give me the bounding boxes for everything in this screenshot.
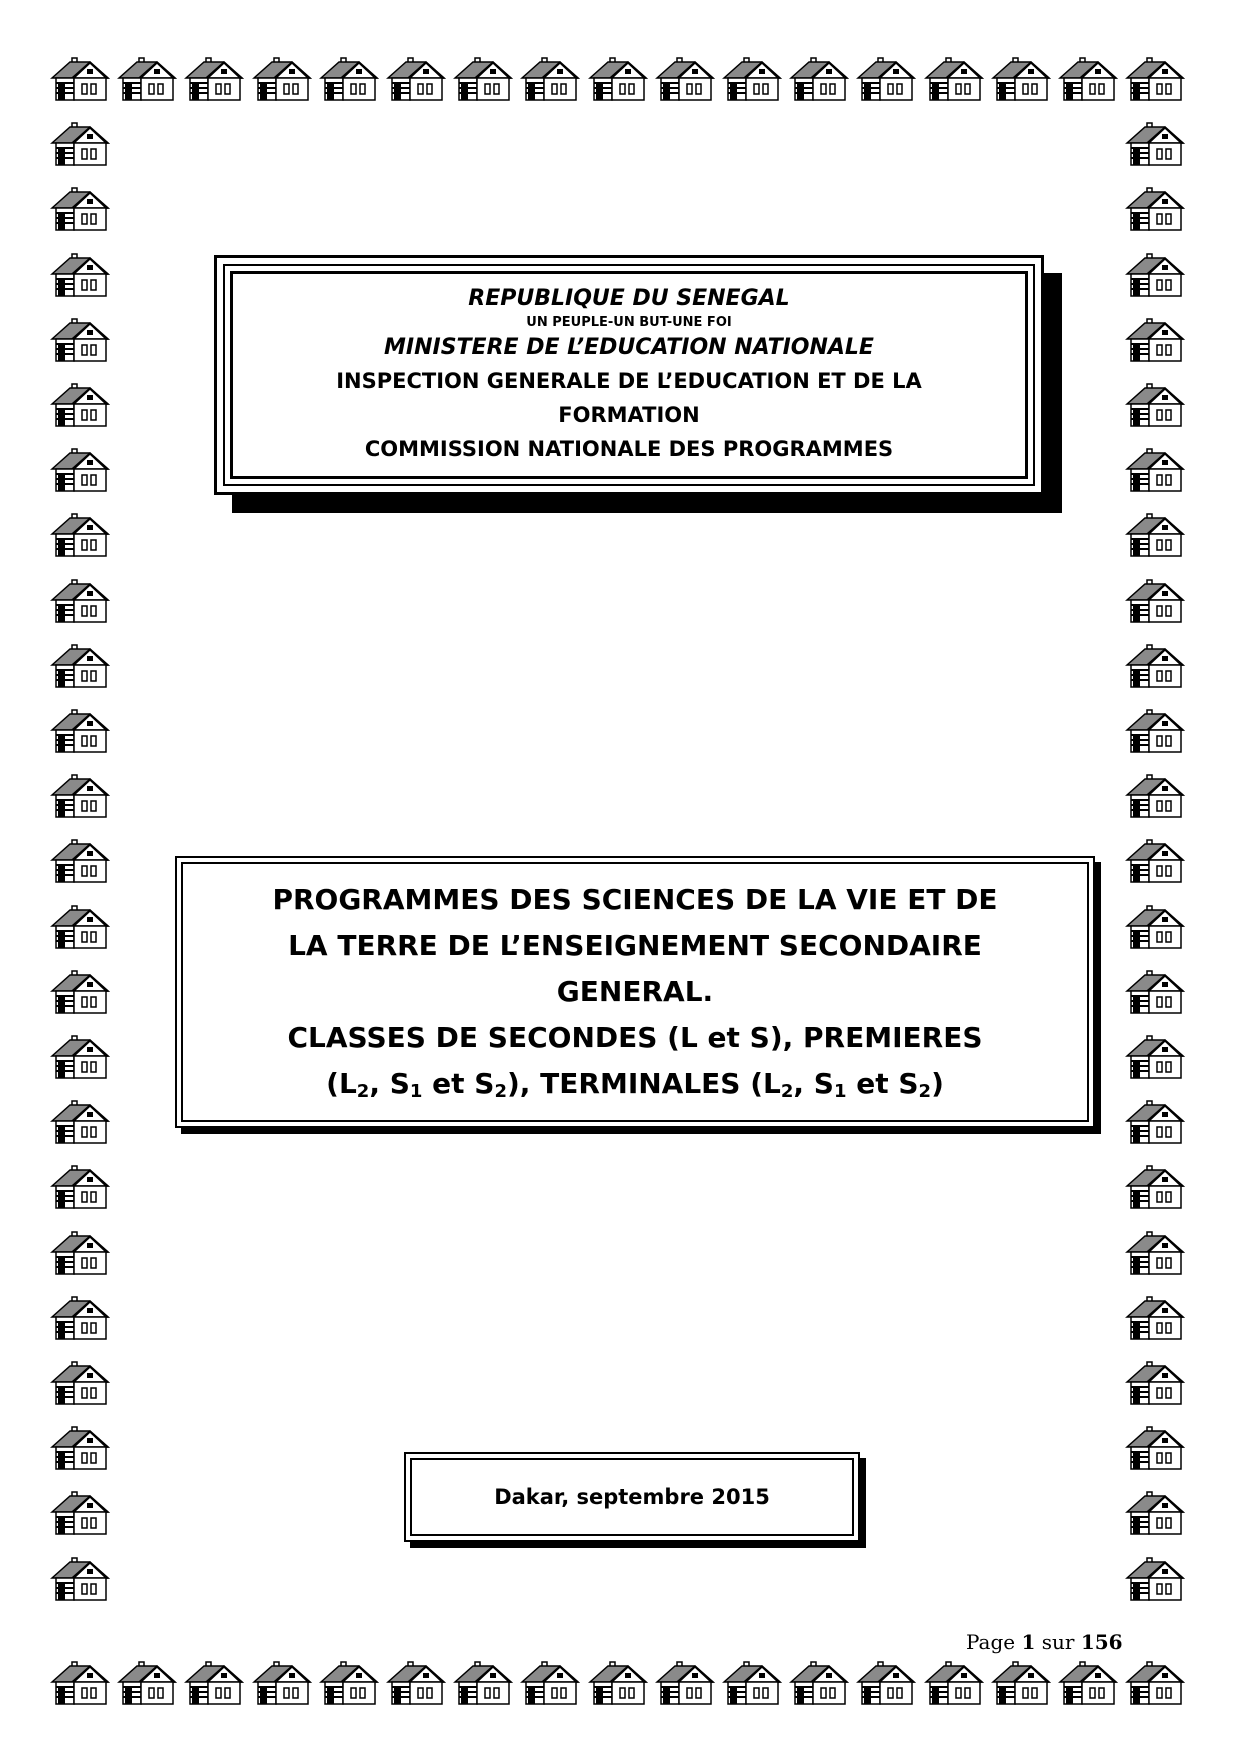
inspection-line-1: INSPECTION GENERALE DE L’EDUCATION ET DE LA: [336, 369, 922, 393]
house-icon: [184, 56, 244, 102]
header-box: [214, 255, 1044, 495]
title-line-3: GENERAL.: [556, 975, 714, 1008]
house-icon: [1125, 56, 1185, 102]
house-icon: [50, 773, 110, 819]
house-icon: [1125, 773, 1185, 819]
inspection-line-2: FORMATION: [558, 403, 700, 427]
house-icon: [117, 1660, 177, 1706]
house-icon: [722, 1660, 782, 1706]
house-icon: [50, 252, 110, 298]
house-icon: [1125, 904, 1185, 950]
house-icon: [1125, 1099, 1185, 1145]
house-icon: [1058, 56, 1118, 102]
house-icon: [520, 1660, 580, 1706]
house-icon: [991, 56, 1051, 102]
house-icon: [50, 969, 110, 1015]
republic-title: REPUBLIQUE DU SENEGAL: [468, 286, 790, 311]
house-icon: [1125, 121, 1185, 167]
house-icon: [319, 56, 379, 102]
date-text: Dakar, septembre 2015: [410, 1458, 854, 1536]
house-icon: [588, 1660, 648, 1706]
house-icon: [1125, 838, 1185, 884]
house-icon: [856, 1660, 916, 1706]
house-icon: [50, 1295, 110, 1341]
title-line-2: LA TERRE DE L’ENSEIGNEMENT SECONDAIRE: [288, 929, 982, 962]
house-icon: [50, 1490, 110, 1536]
house-icon: [1125, 708, 1185, 754]
title-line-1: PROGRAMMES DES SCIENCES DE LA VIE ET DE: [272, 883, 998, 916]
house-icon: [50, 186, 110, 232]
house-icon: [50, 643, 110, 689]
house-icon: [1125, 1034, 1185, 1080]
house-icon: [184, 1660, 244, 1706]
date-box: [404, 1452, 860, 1542]
house-icon: [1125, 1490, 1185, 1536]
house-icon: [1058, 1660, 1118, 1706]
page-number: Page 1 sur 156: [966, 1630, 1123, 1654]
house-icon: [50, 1425, 110, 1471]
house-icon: [1125, 317, 1185, 363]
house-icon: [1125, 447, 1185, 493]
house-icon: [50, 512, 110, 558]
house-icon: [50, 1099, 110, 1145]
house-icon: [722, 56, 782, 102]
house-icon: [50, 838, 110, 884]
house-icon: [50, 1360, 110, 1406]
commission-name: COMMISSION NATIONALE DES PROGRAMMES: [364, 437, 894, 461]
house-icon: [1125, 382, 1185, 428]
house-icon: [520, 56, 580, 102]
title-line-4: CLASSES DE SECONDES (L et S), PREMIERES: [287, 1021, 983, 1054]
house-icon: [856, 56, 916, 102]
house-icon: [1125, 643, 1185, 689]
house-icon: [50, 382, 110, 428]
house-icon: [1125, 1360, 1185, 1406]
house-icon: [386, 1660, 446, 1706]
house-icon: [655, 56, 715, 102]
house-icon: [1125, 1425, 1185, 1471]
house-icon: [1125, 1164, 1185, 1210]
house-icon: [50, 1034, 110, 1080]
house-icon: [50, 1230, 110, 1276]
house-icon: [50, 121, 110, 167]
house-icon: [386, 56, 446, 102]
house-icon: [1125, 1660, 1185, 1706]
house-icon: [789, 1660, 849, 1706]
house-icon: [655, 1660, 715, 1706]
house-icon: [1125, 186, 1185, 232]
title-box: [175, 856, 1095, 1128]
house-icon: [1125, 1230, 1185, 1276]
house-icon: [453, 56, 513, 102]
house-icon: [453, 1660, 513, 1706]
house-icon: [1125, 252, 1185, 298]
house-icon: [50, 708, 110, 754]
house-icon: [789, 56, 849, 102]
title-line-5: ($L_2$, $S_1$ et $S_2$), TERMINALES ($L_2$, $S_1$ et $S_2$): [326, 1067, 944, 1102]
national-motto: UN PEUPLE-UN BUT-UNE FOI: [526, 315, 732, 330]
house-icon: [252, 56, 312, 102]
house-icon: [117, 56, 177, 102]
house-icon: [319, 1660, 379, 1706]
house-icon: [50, 904, 110, 950]
house-icon: [1125, 578, 1185, 624]
house-icon: [50, 1164, 110, 1210]
house-icon: [991, 1660, 1051, 1706]
house-icon: [588, 56, 648, 102]
ministry-name: MINISTERE DE L’EDUCATION NATIONALE: [384, 335, 874, 360]
house-icon: [50, 317, 110, 363]
house-icon: [924, 1660, 984, 1706]
house-icon: [50, 56, 110, 102]
house-icon: [1125, 512, 1185, 558]
house-icon: [1125, 1556, 1185, 1602]
house-icon: [1125, 1295, 1185, 1341]
house-icon: [50, 1660, 110, 1706]
house-icon: [252, 1660, 312, 1706]
house-icon: [50, 578, 110, 624]
house-icon: [50, 1556, 110, 1602]
house-icon: [50, 447, 110, 493]
house-icon: [1125, 969, 1185, 1015]
house-icon: [924, 56, 984, 102]
